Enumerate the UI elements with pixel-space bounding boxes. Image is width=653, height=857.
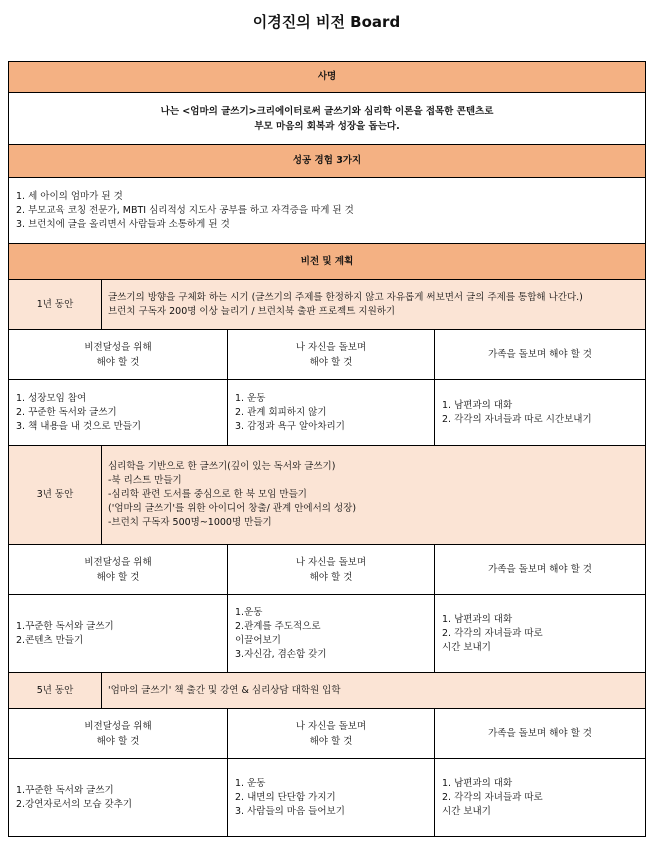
list-item: 시간 보내기 <box>442 641 491 653</box>
col-header-family <box>435 545 646 595</box>
col-header-line: 가족을 돌보며 해야 할 것 <box>488 564 592 575</box>
col-header-line: 나 자신을 돌보며 <box>295 556 367 568</box>
tasks-vision-3y <box>9 595 228 673</box>
list-item: 1.꾸준한 독서와 글쓰기 <box>16 620 114 632</box>
tasks-self-1y <box>228 380 435 446</box>
period-label-5y: 5년 동안 <box>9 673 102 709</box>
list-item: 2. 각각의 자녀들과 따로 <box>442 627 543 639</box>
col-header-line: 가족을 돌보며 해야 할 것 <box>488 728 592 739</box>
plan-line: -심리학 관련 도서를 중심으로 한 북 모임 만들기 <box>108 489 307 500</box>
list-item: 1. 남편과의 대화 <box>442 613 513 625</box>
list-item: 1.꾸준한 독서와 글쓰기 <box>16 784 114 796</box>
period-plan-5y <box>102 673 646 709</box>
list-item: 2. 각각의 자녀들과 따로 <box>442 791 543 803</box>
list-item: 3. 감정과 욕구 알아차리기 <box>235 420 345 432</box>
col-header-line: 해야 할 것 <box>309 735 353 747</box>
list-item: 3. 책 내용을 내 것으로 만들기 <box>16 420 142 432</box>
plan-line: 브런치 구독자 200명 이상 늘리기 / 브런치북 출판 프로젝트 지원하기 <box>108 305 396 317</box>
col-header-line: 나 자신을 돌보며 <box>295 341 367 353</box>
period-plan-3y <box>102 446 646 545</box>
col-header-vision <box>9 709 228 759</box>
period-plan-1y <box>102 280 646 330</box>
col-header-line: 해야 할 것 <box>96 735 140 747</box>
tasks-vision-1y <box>9 380 228 446</box>
list-item: 2. 꾸준한 독서와 글쓰기 <box>16 406 117 418</box>
mission-line: 부모 마음의 회복과 성장을 돕는다. <box>254 120 400 132</box>
list-item: 3. 사람들의 마음 들어보기 <box>235 805 345 817</box>
col-header-self <box>228 709 435 759</box>
vision-header: 비전 및 계획 <box>9 244 646 280</box>
plan-line: -북 리스트 만들기 <box>108 475 182 486</box>
plan-line: ('엄마의 글쓰기'를 위한 아이디어 창출/ 관계 안에서의 성장) <box>108 503 357 514</box>
plan-line: '엄마의 글쓰기' 책 출간 및 강연 & 심리상담 대학원 입학 <box>108 684 341 696</box>
list-item: 2. 부모교육 코칭 전문가, MBTI 심리적성 지도사 공부를 하고 자격증을 따게 된 것 <box>16 204 354 216</box>
list-item: 2.콘텐츠 만들기 <box>16 634 84 646</box>
col-header-line: 해야 할 것 <box>309 356 353 368</box>
col-header-line: 해야 할 것 <box>309 571 353 583</box>
list-item: 1. 남편과의 대화 <box>442 777 513 789</box>
list-item: 이끌어보기 <box>235 634 281 646</box>
col-header-self <box>228 330 435 380</box>
mission-line: 나는 <엄마의 글쓰기>크리에이터로써 글쓰기와 심리학 이론을 접목한 콘텐츠로 <box>160 105 494 117</box>
list-item: 2. 각각의 자녀들과 따로 시간보내기 <box>442 413 592 425</box>
col-header-line: 해야 할 것 <box>96 571 140 583</box>
list-item: 1. 운동 <box>235 392 266 404</box>
success-header: 성공 경험 3가지 <box>9 145 646 178</box>
page-title: 이경진의 비전 Board <box>252 13 401 31</box>
list-item: 2.관계를 주도적으로 <box>235 620 321 632</box>
list-item: 1. 세 아이의 엄마가 된 것 <box>16 190 123 202</box>
col-header-family <box>435 330 646 380</box>
mission-header: 사명 <box>9 62 646 93</box>
list-item: 2. 관계 회피하지 않기 <box>235 406 327 418</box>
col-header-family <box>435 709 646 759</box>
tasks-self-3y <box>228 595 435 673</box>
period-label-3y: 3년 동안 <box>9 446 102 545</box>
col-header-self <box>228 545 435 595</box>
mission-statement <box>9 93 646 145</box>
col-header-vision <box>9 545 228 595</box>
list-item: 1. 성장모임 참여 <box>16 392 87 404</box>
col-header-line: 비전달성을 위해 <box>84 720 152 732</box>
tasks-vision-5y <box>9 759 228 837</box>
plan-line: -브런치 구독자 500명~1000명 만들기 <box>108 517 272 528</box>
list-item: 1.운동 <box>235 606 263 618</box>
list-item: 3. 브런치에 글을 올리면서 사람들과 소통하게 된 것 <box>16 218 230 230</box>
plan-line: 심리학을 기반으로 한 글쓰기(깊이 있는 독서와 글쓰기) <box>108 461 336 472</box>
list-item: 2.강연자로서의 모습 갖추기 <box>16 798 133 810</box>
vision-board-table <box>8 61 646 837</box>
col-header-line: 가족을 돌보며 해야 할 것 <box>488 349 592 360</box>
tasks-family-5y <box>435 759 646 837</box>
col-header-line: 비전달성을 위해 <box>84 341 152 353</box>
list-item: 시간 보내기 <box>442 805 491 817</box>
success-list <box>9 178 646 244</box>
list-item: 2. 내면의 단단함 가지기 <box>235 791 336 803</box>
plan-line: 글쓰기의 방향을 구체화 하는 시기 (글쓰기의 주제를 한정하지 않고 자유롭게 써보면서 글의 주제를 통합해 나간다.) <box>108 291 583 303</box>
period-label-1y: 1년 동안 <box>9 280 102 330</box>
col-header-line: 나 자신을 돌보며 <box>295 720 367 732</box>
list-item: 1. 운동 <box>235 777 266 789</box>
tasks-self-5y <box>228 759 435 837</box>
col-header-line: 비전달성을 위해 <box>84 556 152 568</box>
list-item: 3.자신감, 겸손함 갖기 <box>235 648 327 660</box>
list-item: 1. 남편과의 대화 <box>442 399 513 411</box>
col-header-vision <box>9 330 228 380</box>
col-header-line: 해야 할 것 <box>96 356 140 368</box>
tasks-family-3y <box>435 595 646 673</box>
tasks-family-1y <box>435 380 646 446</box>
